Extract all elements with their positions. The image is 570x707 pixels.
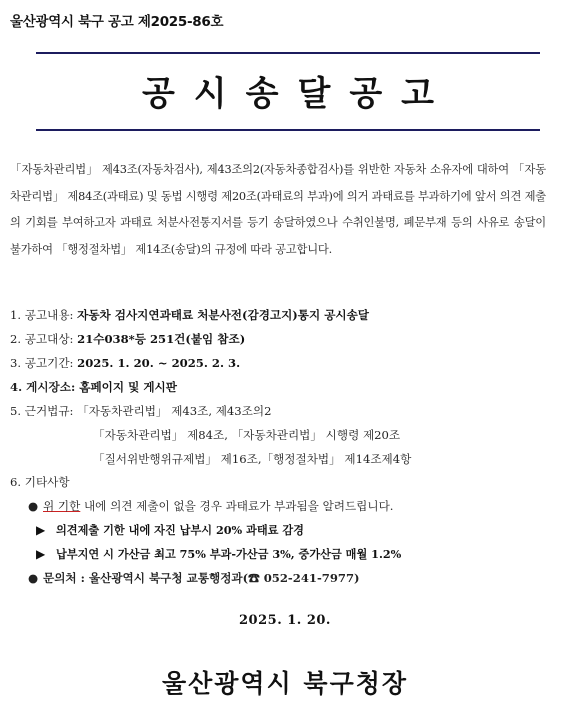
item-label: 3. 공고기간: [10,356,78,370]
item-target [10,331,245,347]
triangle-right-icon: ▶ [36,547,46,561]
page-title: 공시송달공고 [141,74,454,114]
contact-text: 문의처 : 울산광역시 북구청 교통행정과(☎ 052-241-7977) [43,571,360,585]
item-content [10,307,369,323]
law-line: 「질서위반행위규제법」 제16조,「행정절차법」 제14조제4항 [93,452,412,466]
arrow-item [36,546,401,562]
item-law [10,403,271,419]
item-value: 2025. 1. 20. ~ 2025. 2. 3. [77,356,241,370]
item-value: 홈페이지 및 게시판 [79,380,177,394]
item-label: 1. 공고내용: [10,308,78,322]
item-value: 「자동차관리법」 제43조, 제43조의2 [77,404,272,418]
item-value: 21수038*등 251건(붙임 참조) [77,332,246,346]
title-rule-top [36,52,540,54]
other-heading: 6. 기타사항 [10,475,70,489]
law-line: 「자동차관리법」 제84조, 「자동차관리법」 시행령 제20조 [93,428,401,442]
arrow-text: 의견제출 기한 내에 자진 납부시 20% 과태료 감경 [56,523,304,537]
bullet-icon: ● [28,571,39,585]
item-value: 자동차 검사지연과태료 처분사전(감경고지)통지 공시송달 [77,308,370,322]
arrow-item [36,522,304,538]
intro-paragraph: 「자동차관리법」 제43조(자동차검사), 제43조의2(자동차종합검사)를 위반한 자동차 소유자에 대하여 「자동차관리법」 제84조(과태료) 및 동법 시행령 제20조(과태료의 부과)에 의거 과태료를 부과하기에 앞서 의견 제출의 기회를 부여하고자 과태료 처분사전통지서를 등기 송달하였으나 수취인불명, 폐문부재 등의 사유로 송달이 불가하여 「행정절차법」 제14조(송달)의 규정에 따라 공고합니다. [10,163,546,256]
arrow-text: 납부지연 시 가산금 최고 75% 부과-가산금 3%, 중가산금 매월 1.2% [56,547,402,561]
contact-bullet [28,570,360,586]
notice-text: 내에 의견 제출이 없을 경우 과태료가 부과됨을 알려드립니다. [80,499,394,513]
item-period [10,355,240,371]
deadline-text: 위 기한 [43,499,81,513]
bullet-icon: ● [28,499,39,513]
item-label: 4. 게시장소: [10,380,80,394]
triangle-right-icon: ▶ [36,523,46,537]
item-label: 2. 공고대상: [10,332,78,346]
notice-bullet [28,498,393,514]
notice-date: 2025. 1. 20. [239,613,331,628]
item-label: 5. 근거법규: [10,404,78,418]
notice-number: 울산광역시 북구 공고 제2025-86호 [10,14,224,30]
title-rule-bottom [36,129,540,131]
item-location [10,379,177,395]
signature: 울산광역시 북구청장 [161,669,409,698]
